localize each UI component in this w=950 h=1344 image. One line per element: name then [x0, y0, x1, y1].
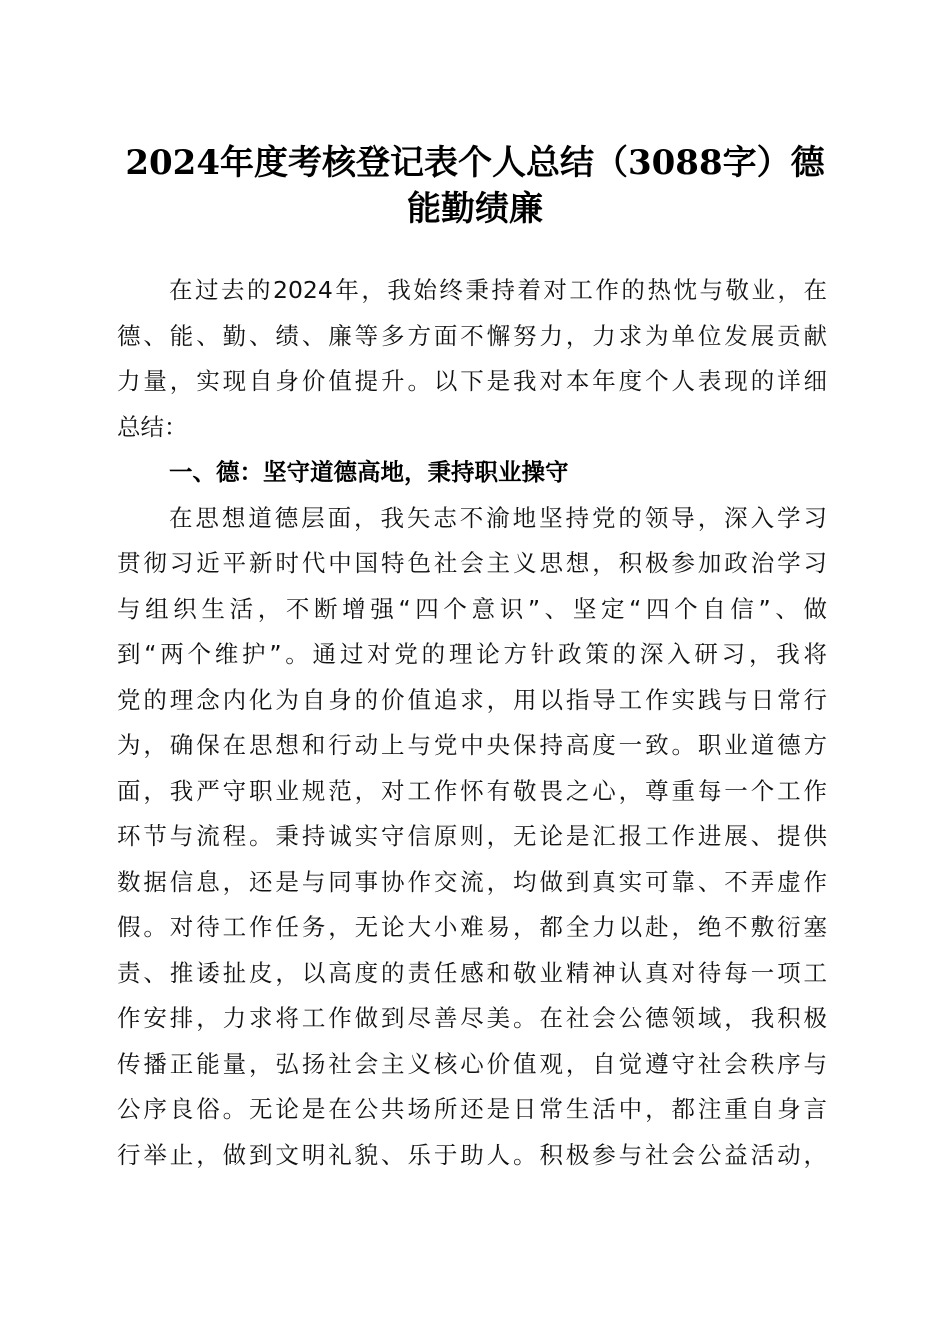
- paragraph-line: 与组织生活，不断增强“四个意识”、坚定“四个自信”、做: [117, 594, 827, 623]
- paragraph-line: 在思想道德层面，我矢志不渝地坚持党的领导，深入学习: [169, 503, 827, 532]
- document-title: [110, 140, 840, 232]
- title-line-2: 能勤绩廉: [407, 189, 543, 229]
- document-body: [117, 268, 827, 1178]
- paragraph-line: 传播正能量，弘扬社会主义核心价值观，自觉遵守社会秩序与: [117, 1049, 827, 1078]
- paragraph-line: 为，确保在思想和行动上与党中央保持高度一致。职业道德方: [117, 731, 827, 759]
- paragraph-line: 环节与流程。秉持诚实守信原则，无论是汇报工作进展、提供: [117, 822, 827, 850]
- paragraph-line: 面，我严守职业规范，对工作怀有敬畏之心，尊重每一个工作: [117, 776, 827, 805]
- paragraph-line: 责、推诿扯皮，以高度的责任感和敬业精神认真对待每一项工: [117, 958, 827, 987]
- intro-line: 在过去的2024年，我始终秉持着对工作的热忱与敬业，在: [169, 276, 827, 304]
- paragraph-line: 贯彻习近平新时代中国特色社会主义思想，积极参加政治学习: [117, 549, 827, 577]
- paragraph-line: 作安排，力求将工作做到尽善尽美。在社会公德领域，我积极: [117, 1004, 827, 1032]
- paragraph-line: 党的理念内化为自身的价值追求，用以指导工作实践与日常行: [117, 685, 827, 714]
- intro-line: 力量，实现自身价值提升。以下是我对本年度个人表现的详细: [117, 367, 827, 395]
- title-line-1: 2024年度考核登记表个人总结（3088字）德: [125, 143, 825, 183]
- section-heading-de: 一、德：坚守道德高地，秉持职业操守: [169, 458, 569, 486]
- intro-line: 德、能、勤、绩、廉等多方面不懈努力，力求为单位发展贡献: [117, 321, 827, 350]
- section-1-paragraph: [117, 496, 827, 1179]
- paragraph-line: 行举止，做到文明礼貌、乐于助人。积极参与社会公益活动，: [117, 1140, 827, 1169]
- intro-paragraph: [117, 268, 827, 450]
- intro-line: 总结：: [117, 412, 188, 441]
- paragraph-line: 假。对待工作任务，无论大小难易，都全力以赴，绝不敷衍塞: [117, 913, 827, 941]
- paragraph-line: 数据信息，还是与同事协作交流，均做到真实可靠、不弄虚作: [117, 867, 827, 896]
- paragraph-line: 到“两个维护”。通过对党的理论方针政策的深入研习，我将: [117, 640, 827, 668]
- paragraph-line: 公序良俗。无论是在公共场所还是日常生活中，都注重自身言: [117, 1095, 827, 1123]
